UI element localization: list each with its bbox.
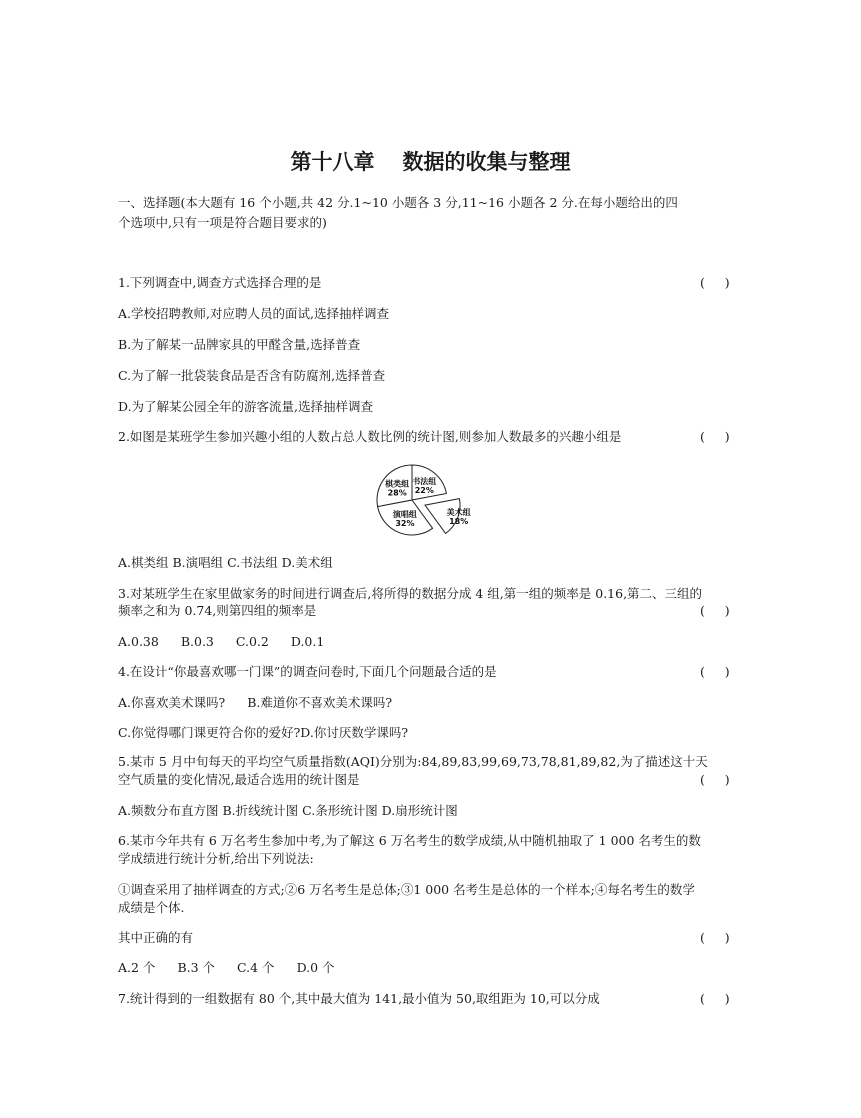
q4-options-cd: C.你觉得哪门课更符合你的爱好?D.你讨厌数学课吗? — [118, 725, 409, 740]
pie-chart — [370, 456, 500, 544]
q7-stem: 7.统计得到的一组数据有 80 个,其中最大值为 141,最小值为 50,取组距为 10,可以分成 — [118, 991, 600, 1006]
q3-option-b: B.0.3 — [180, 634, 214, 649]
q6-option-b: B.3 个 — [177, 960, 216, 975]
q6-question: 其中正确的有 — [118, 930, 194, 945]
pie-label-1: 书法组 — [412, 477, 437, 487]
q6-options — [118, 958, 335, 977]
q6-option-a: A.2 个 — [118, 960, 156, 975]
q3-options — [118, 632, 324, 651]
q7-answer-blank[interactable]: ( ) — [700, 991, 730, 1006]
q1-stem: 1.下列调查中,调查方式选择合理的是 — [118, 275, 322, 290]
chapter-name: 数据的收集与整理 — [402, 150, 571, 174]
q1-option-d: D.为了解某公园全年的游客流量,选择抽样调查 — [118, 399, 374, 414]
q1-option-c: C.为了解一批袋装食品是否含有防腐剂,选择普查 — [118, 368, 386, 383]
pie-value-1: 22% — [414, 486, 434, 496]
q4-option-b: B.难道你不喜欢美术课吗? — [247, 695, 393, 710]
q3-answer-blank[interactable]: ( ) — [700, 603, 730, 618]
q4-answer-blank[interactable]: ( ) — [700, 664, 730, 679]
q1-answer-blank[interactable]: ( ) — [700, 275, 730, 290]
q1-option-b: B.为了解某一品牌家具的甲醛含量,选择普查 — [118, 337, 361, 352]
q6-statements-line1: ①调查采用了抽样调查的方式;②6 万名考生是总体;③1 000 名考生是总体的一个样本;④每名考生的数学 — [118, 882, 695, 897]
q5-options: A.频数分布直方图 B.折线统计图 C.条形统计图 D.扇形统计图 — [118, 803, 458, 818]
q5-stem-line1: 5.某市 5 月中旬每天的平均空气质量指数(AQI)分别为:84,89,83,99,69,73,78,81,89,82,为了描述这十天 — [118, 754, 708, 769]
q3-option-a: A.0.38 — [118, 634, 159, 649]
pie-label-3: 演唱组 — [392, 509, 417, 519]
q2-options: A.棋类组 B.演唱组 C.书法组 D.美术组 — [118, 555, 333, 570]
q6-answer-blank[interactable]: ( ) — [700, 930, 730, 945]
pie-label-2: 美术组 — [446, 508, 471, 518]
section-heading-line1: 一、选择题(本大题有 16 个小题,共 42 分.1~10 小题各 3 分,11~16 小题各 2 分.在每小题给出的四 — [118, 195, 678, 210]
pie-value-4: 28% — [387, 488, 407, 498]
q6-option-d: D.0 个 — [296, 960, 335, 975]
pie-value-2: 18% — [449, 517, 469, 527]
q5-answer-blank[interactable]: ( ) — [700, 772, 730, 787]
section-heading-line2: 个选项中,只有一项是符合题目要求的) — [118, 215, 327, 230]
q3-stem-line1: 3.对某班学生在家里做家务的时间进行调查后,将所得的数据分成 4 组,第一组的频率是 0.16,第二、三组的 — [118, 586, 703, 601]
chapter-number: 第十八章 — [290, 150, 375, 174]
q6-stem-line2: 学成绩进行统计分析,给出下列说法: — [118, 851, 314, 866]
pie-label-4: 棋类组 — [385, 479, 410, 489]
q4-stem: 4.在设计“你最喜欢哪一门课”的调查问卷时,下面几个问题最合适的是 — [118, 664, 497, 679]
q4-options-ab — [118, 693, 392, 712]
q1-option-a: A.学校招聘教师,对应聘人员的面试,选择抽样调查 — [118, 306, 389, 321]
q2-stem: 2.如图是某班学生参加兴趣小组的人数占总人数比例的统计图,则参加人数最多的兴趣小组是 — [118, 429, 622, 444]
q5-stem-line2: 空气质量的变化情况,最适合选用的统计图是 — [118, 772, 360, 787]
q6-stem-line1: 6.某市今年共有 6 万名考生参加中考,为了解这 6 万名考生的数学成绩,从中随机抽取了 1 000 名考生的数 — [118, 833, 701, 848]
q6-option-c: C.4 个 — [237, 960, 275, 975]
q6-statements-line2: 成绩是个体. — [118, 900, 185, 915]
q3-option-d: D.0.1 — [290, 634, 325, 649]
q4-option-a: A.你喜欢美术课吗? — [118, 695, 226, 710]
q3-option-c: C.0.2 — [235, 634, 269, 649]
q2-answer-blank[interactable]: ( ) — [700, 429, 730, 444]
pie-value-3: 32% — [395, 518, 415, 528]
q3-stem-line2: 频率之和为 0.74,则第四组的频率是 — [118, 603, 317, 618]
chapter-title — [0, 146, 861, 176]
